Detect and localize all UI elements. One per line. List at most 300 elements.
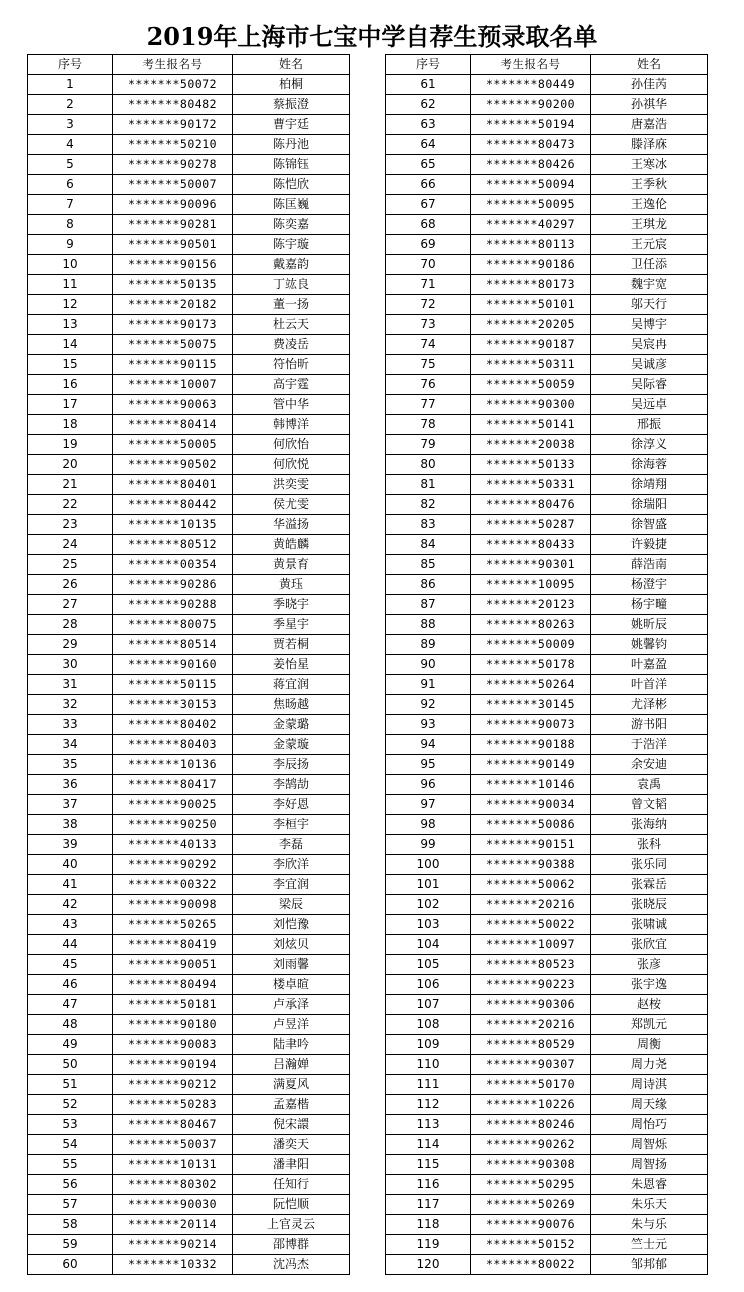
student-seq: 1 (28, 75, 113, 95)
table-row (28, 335, 350, 355)
student-name: 陈恺欣 (233, 175, 350, 195)
student-name: 徐智盛 (591, 515, 708, 535)
table-row (386, 815, 708, 835)
table-row (386, 475, 708, 495)
table-row (28, 635, 350, 655)
student-name: 吴宸冉 (591, 335, 708, 355)
student-registration-id: *******90030 (113, 1195, 233, 1215)
student-name: 黄珏 (233, 575, 350, 595)
student-seq: 12 (28, 295, 113, 315)
student-name: 卢承泽 (233, 995, 350, 1015)
table-row (386, 875, 708, 895)
table-row (386, 855, 708, 875)
table-row (28, 675, 350, 695)
student-seq: 50 (28, 1055, 113, 1075)
student-registration-id: *******80402 (113, 715, 233, 735)
student-seq: 65 (386, 155, 471, 175)
student-name: 周天缘 (591, 1095, 708, 1115)
header-registration-id: 考生报名号 (471, 55, 591, 75)
student-seq: 14 (28, 335, 113, 355)
student-registration-id: *******50086 (471, 815, 591, 835)
student-registration-id: *******40133 (113, 835, 233, 855)
table-row (386, 995, 708, 1015)
student-registration-id: *******80022 (471, 1255, 591, 1275)
student-name: 杨澄宇 (591, 575, 708, 595)
table-row (28, 355, 350, 375)
student-name: 吴远卓 (591, 395, 708, 415)
table-row (386, 1135, 708, 1155)
student-registration-id: *******90278 (113, 155, 233, 175)
student-seq: 29 (28, 635, 113, 655)
student-registration-id: *******50007 (113, 175, 233, 195)
table-row (28, 975, 350, 995)
student-registration-id: *******20216 (471, 895, 591, 915)
student-registration-id: *******20205 (471, 315, 591, 335)
student-seq: 44 (28, 935, 113, 955)
student-seq: 116 (386, 1175, 471, 1195)
table-row (386, 895, 708, 915)
student-name: 阮恺顺 (233, 1195, 350, 1215)
student-name: 倪宋譞 (233, 1115, 350, 1135)
student-name: 曹宇廷 (233, 115, 350, 135)
student-registration-id: *******80302 (113, 1175, 233, 1195)
student-name: 上官灵云 (233, 1215, 350, 1235)
student-name: 张霖岳 (591, 875, 708, 895)
student-name: 李桓宇 (233, 815, 350, 835)
table-row (386, 195, 708, 215)
student-seq: 69 (386, 235, 471, 255)
table-row (386, 695, 708, 715)
student-seq: 78 (386, 415, 471, 435)
student-seq: 33 (28, 715, 113, 735)
student-seq: 91 (386, 675, 471, 695)
table-row (28, 275, 350, 295)
table-row (28, 875, 350, 895)
student-seq: 16 (28, 375, 113, 395)
student-seq: 22 (28, 495, 113, 515)
student-seq: 23 (28, 515, 113, 535)
header-name: 姓名 (233, 55, 350, 75)
student-seq: 70 (386, 255, 471, 275)
student-seq: 106 (386, 975, 471, 995)
student-registration-id: *******90025 (113, 795, 233, 815)
student-name: 沈冯杰 (233, 1255, 350, 1275)
student-seq: 111 (386, 1075, 471, 1095)
student-registration-id: *******90051 (113, 955, 233, 975)
student-seq: 80 (386, 455, 471, 475)
student-seq: 92 (386, 695, 471, 715)
table-row (386, 295, 708, 315)
student-name: 徐海蓉 (591, 455, 708, 475)
student-registration-id: *******10136 (113, 755, 233, 775)
student-seq: 21 (28, 475, 113, 495)
student-registration-id: *******10007 (113, 375, 233, 395)
table-row (28, 995, 350, 1015)
student-seq: 117 (386, 1195, 471, 1215)
student-seq: 72 (386, 295, 471, 315)
student-registration-id: *******90262 (471, 1135, 591, 1155)
header-registration-id: 考生报名号 (113, 55, 233, 75)
student-registration-id: *******50181 (113, 995, 233, 1015)
student-name: 张欣宜 (591, 935, 708, 955)
student-registration-id: *******90200 (471, 95, 591, 115)
table-row (28, 1055, 350, 1075)
student-seq: 49 (28, 1035, 113, 1055)
student-name: 陆聿吟 (233, 1035, 350, 1055)
table-row (28, 155, 350, 175)
student-seq: 26 (28, 575, 113, 595)
table-row (386, 795, 708, 815)
student-seq: 39 (28, 835, 113, 855)
student-registration-id: *******90286 (113, 575, 233, 595)
student-registration-id: *******90292 (113, 855, 233, 875)
table-row (386, 95, 708, 115)
student-name: 杨宇疃 (591, 595, 708, 615)
table-row (28, 515, 350, 535)
student-registration-id: *******80476 (471, 495, 591, 515)
table-row (386, 255, 708, 275)
student-seq: 9 (28, 235, 113, 255)
student-registration-id: *******80246 (471, 1115, 591, 1135)
table-row (28, 215, 350, 235)
student-seq: 89 (386, 635, 471, 655)
table-row (28, 1195, 350, 1215)
student-registration-id: *******90307 (471, 1055, 591, 1075)
student-name: 赵桉 (591, 995, 708, 1015)
student-seq: 43 (28, 915, 113, 935)
student-name: 陈锦钰 (233, 155, 350, 175)
student-seq: 18 (28, 415, 113, 435)
table-row (386, 115, 708, 135)
student-name: 周力尧 (591, 1055, 708, 1075)
student-name: 华溢扬 (233, 515, 350, 535)
student-seq: 87 (386, 595, 471, 615)
table-row (386, 655, 708, 675)
student-registration-id: *******50295 (471, 1175, 591, 1195)
student-registration-id: *******20216 (471, 1015, 591, 1035)
student-name: 朱乐天 (591, 1195, 708, 1215)
student-name: 邬天行 (591, 295, 708, 315)
student-registration-id: *******90301 (471, 555, 591, 575)
student-seq: 90 (386, 655, 471, 675)
student-registration-id: *******90034 (471, 795, 591, 815)
student-name: 柏桐 (233, 75, 350, 95)
table-row (386, 635, 708, 655)
student-seq: 7 (28, 195, 113, 215)
student-registration-id: *******80449 (471, 75, 591, 95)
student-name: 梁辰 (233, 895, 350, 915)
student-name: 季星宇 (233, 615, 350, 635)
student-name: 陈丹池 (233, 135, 350, 155)
student-name: 何欣悦 (233, 455, 350, 475)
table-row (28, 175, 350, 195)
student-name: 李辰扬 (233, 755, 350, 775)
table-row (386, 1055, 708, 1075)
student-name: 郑凯元 (591, 1015, 708, 1035)
student-registration-id: *******90212 (113, 1075, 233, 1095)
student-seq: 68 (386, 215, 471, 235)
student-name: 许毅捷 (591, 535, 708, 555)
student-seq: 110 (386, 1055, 471, 1075)
student-name: 吕瀚婵 (233, 1055, 350, 1075)
student-name: 卫任添 (591, 255, 708, 275)
student-seq: 88 (386, 615, 471, 635)
student-registration-id: *******80075 (113, 615, 233, 635)
student-registration-id: *******10135 (113, 515, 233, 535)
student-name: 蒋宜润 (233, 675, 350, 695)
student-seq: 42 (28, 895, 113, 915)
table-header-row (28, 55, 350, 75)
table-row (28, 1175, 350, 1195)
student-name: 张乐同 (591, 855, 708, 875)
student-seq: 118 (386, 1215, 471, 1235)
student-name: 黄景育 (233, 555, 350, 575)
student-name: 王琪龙 (591, 215, 708, 235)
student-name: 孟嘉楷 (233, 1095, 350, 1115)
table-row (386, 1015, 708, 1035)
student-registration-id: *******50331 (471, 475, 591, 495)
student-seq: 62 (386, 95, 471, 115)
student-registration-id: *******80523 (471, 955, 591, 975)
student-seq: 84 (386, 535, 471, 555)
table-row (28, 575, 350, 595)
student-seq: 37 (28, 795, 113, 815)
student-registration-id: *******30153 (113, 695, 233, 715)
student-seq: 101 (386, 875, 471, 895)
table-row (386, 275, 708, 295)
student-registration-id: *******10095 (471, 575, 591, 595)
student-name: 金蒙璇 (233, 735, 350, 755)
student-name: 姚昕辰 (591, 615, 708, 635)
table-row (386, 155, 708, 175)
table-row (28, 255, 350, 275)
student-seq: 64 (386, 135, 471, 155)
student-registration-id: *******80419 (113, 935, 233, 955)
table-row (386, 315, 708, 335)
student-name: 姚馨钧 (591, 635, 708, 655)
student-seq: 36 (28, 775, 113, 795)
student-registration-id: *******80473 (471, 135, 591, 155)
student-registration-id: *******40297 (471, 215, 591, 235)
student-name: 魏宇宽 (591, 275, 708, 295)
table-row (28, 455, 350, 475)
student-name: 姜怡星 (233, 655, 350, 675)
student-registration-id: *******30145 (471, 695, 591, 715)
student-registration-id: *******50094 (471, 175, 591, 195)
student-seq: 67 (386, 195, 471, 215)
student-name: 焦旸越 (233, 695, 350, 715)
student-name: 李鹄劼 (233, 775, 350, 795)
table-row (386, 355, 708, 375)
student-registration-id: *******80401 (113, 475, 233, 495)
table-row (28, 955, 350, 975)
student-registration-id: *******90281 (113, 215, 233, 235)
table-row (386, 935, 708, 955)
student-seq: 35 (28, 755, 113, 775)
student-name: 徐靖翔 (591, 475, 708, 495)
table-row (28, 815, 350, 835)
student-registration-id: *******90188 (471, 735, 591, 755)
student-registration-id: *******80467 (113, 1115, 233, 1135)
student-registration-id: *******50133 (471, 455, 591, 475)
student-seq: 79 (386, 435, 471, 455)
student-registration-id: *******80482 (113, 95, 233, 115)
student-registration-id: *******50210 (113, 135, 233, 155)
table-row (28, 695, 350, 715)
student-name: 董一扬 (233, 295, 350, 315)
table-row (28, 1135, 350, 1155)
table-row (386, 1255, 708, 1275)
student-name: 叶首洋 (591, 675, 708, 695)
student-seq: 120 (386, 1255, 471, 1275)
student-name: 曾文韬 (591, 795, 708, 815)
student-registration-id: *******90172 (113, 115, 233, 135)
student-name: 周怡巧 (591, 1115, 708, 1135)
student-registration-id: *******80113 (471, 235, 591, 255)
student-name: 徐瑞阳 (591, 495, 708, 515)
table-row (28, 1235, 350, 1255)
student-registration-id: *******50264 (471, 675, 591, 695)
student-name: 徐淳义 (591, 435, 708, 455)
student-seq: 3 (28, 115, 113, 135)
student-seq: 113 (386, 1115, 471, 1135)
student-name: 张海纳 (591, 815, 708, 835)
student-name: 孙佳芮 (591, 75, 708, 95)
table-row (28, 1075, 350, 1095)
student-registration-id: *******00322 (113, 875, 233, 895)
student-seq: 31 (28, 675, 113, 695)
student-name: 王季秋 (591, 175, 708, 195)
table-row (386, 415, 708, 435)
table-row (28, 375, 350, 395)
table-row (28, 1155, 350, 1175)
student-registration-id: *******50022 (471, 915, 591, 935)
table-row (28, 235, 350, 255)
student-seq: 119 (386, 1235, 471, 1255)
student-name: 王元宸 (591, 235, 708, 255)
student-name: 满夏风 (233, 1075, 350, 1095)
student-name: 蔡振澄 (233, 95, 350, 115)
student-seq: 114 (386, 1135, 471, 1155)
student-registration-id: *******90300 (471, 395, 591, 415)
student-seq: 81 (386, 475, 471, 495)
student-registration-id: *******80263 (471, 615, 591, 635)
student-name: 戴嘉韵 (233, 255, 350, 275)
table-row (386, 715, 708, 735)
student-registration-id: *******90115 (113, 355, 233, 375)
table-row (28, 1035, 350, 1055)
student-registration-id: *******50062 (471, 875, 591, 895)
student-name: 刘炫贝 (233, 935, 350, 955)
student-name: 周智扬 (591, 1155, 708, 1175)
table-row (28, 1255, 350, 1275)
student-name: 尤泽彬 (591, 695, 708, 715)
student-registration-id: *******90063 (113, 395, 233, 415)
student-seq: 76 (386, 375, 471, 395)
table-row (386, 175, 708, 195)
table-row (28, 315, 350, 335)
student-registration-id: *******90186 (471, 255, 591, 275)
table-row (28, 1115, 350, 1135)
student-name: 孙祺华 (591, 95, 708, 115)
student-registration-id: *******80514 (113, 635, 233, 655)
table-row (386, 335, 708, 355)
table-row (386, 235, 708, 255)
student-name: 周衡 (591, 1035, 708, 1055)
table-row (386, 135, 708, 155)
student-registration-id: *******50141 (471, 415, 591, 435)
student-name: 刘恺豫 (233, 915, 350, 935)
table-row (386, 975, 708, 995)
student-registration-id: *******90308 (471, 1155, 591, 1175)
student-registration-id: *******90160 (113, 655, 233, 675)
student-name: 邹邦郁 (591, 1255, 708, 1275)
student-name: 何欣怡 (233, 435, 350, 455)
table-row (28, 735, 350, 755)
student-name: 贾若桐 (233, 635, 350, 655)
student-name: 高宇霆 (233, 375, 350, 395)
student-registration-id: *******90288 (113, 595, 233, 615)
student-name: 张彦 (591, 955, 708, 975)
header-name: 姓名 (591, 55, 708, 75)
student-name: 费凌岳 (233, 335, 350, 355)
student-registration-id: *******90187 (471, 335, 591, 355)
table-row (386, 1175, 708, 1195)
student-seq: 59 (28, 1235, 113, 1255)
student-name: 周智烁 (591, 1135, 708, 1155)
table-row (28, 95, 350, 115)
student-registration-id: *******10146 (471, 775, 591, 795)
student-seq: 63 (386, 115, 471, 135)
table-row (28, 775, 350, 795)
table-row (28, 615, 350, 635)
student-name: 邵博群 (233, 1235, 350, 1255)
student-seq: 8 (28, 215, 113, 235)
student-registration-id: *******50095 (471, 195, 591, 215)
student-name: 陈奕嘉 (233, 215, 350, 235)
student-seq: 19 (28, 435, 113, 455)
table-row (386, 1095, 708, 1115)
table-row (386, 755, 708, 775)
table-row (386, 215, 708, 235)
student-registration-id: *******90156 (113, 255, 233, 275)
table-row (28, 1015, 350, 1035)
student-seq: 55 (28, 1155, 113, 1175)
table-row (386, 395, 708, 415)
student-seq: 97 (386, 795, 471, 815)
student-seq: 24 (28, 535, 113, 555)
table-row (28, 755, 350, 775)
student-registration-id: *******80173 (471, 275, 591, 295)
student-registration-id: *******80529 (471, 1035, 591, 1055)
student-name: 季晓宇 (233, 595, 350, 615)
table-row (28, 535, 350, 555)
student-seq: 94 (386, 735, 471, 755)
student-name: 朱恩睿 (591, 1175, 708, 1195)
table-row (386, 775, 708, 795)
table-row (386, 75, 708, 95)
student-name: 金蒙璐 (233, 715, 350, 735)
student-registration-id: *******50194 (471, 115, 591, 135)
student-registration-id: *******90151 (471, 835, 591, 855)
student-seq: 104 (386, 935, 471, 955)
student-registration-id: *******90083 (113, 1035, 233, 1055)
student-registration-id: *******90214 (113, 1235, 233, 1255)
table-row (386, 535, 708, 555)
student-name: 卢昱洋 (233, 1015, 350, 1035)
student-registration-id: *******10332 (113, 1255, 233, 1275)
student-seq: 73 (386, 315, 471, 335)
